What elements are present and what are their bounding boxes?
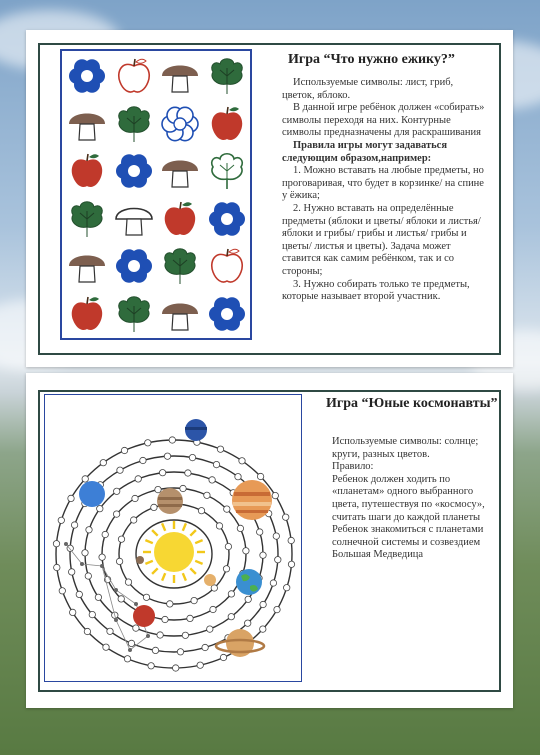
uranus-icon: [157, 488, 183, 514]
symbols-line: Используемые символы: лист, гриб, цветок, яблоко.: [282, 77, 454, 101]
rule-1: 1. Можно вставать на любые предметы, но проговаривая, что будет в корзинке/ на спине у ёжика;: [282, 165, 484, 202]
flower-icon[interactable]: [205, 197, 249, 241]
sun-icon: [143, 521, 205, 583]
game-description: [332, 436, 500, 562]
leaf-icon[interactable]: [158, 244, 202, 288]
apple-outline-icon[interactable]: [112, 54, 156, 98]
hedgehog-game-card: [26, 30, 513, 367]
game-description: [282, 77, 488, 304]
flower-icon[interactable]: [65, 54, 109, 98]
apple-outline-icon[interactable]: [205, 244, 249, 288]
mars-icon: [133, 605, 155, 627]
flower-outline-icon[interactable]: [158, 102, 202, 146]
mushroom-outline-icon[interactable]: [112, 197, 156, 241]
intro-paragraph: В данной игре ребёнок должен «собирать» символы переходя на них. Контурные символы предназначены для раскрашивания: [282, 102, 485, 139]
apple-icon[interactable]: [205, 102, 249, 146]
rules-label: Правило:: [332, 461, 374, 473]
apple-icon[interactable]: [65, 292, 109, 336]
flower-icon[interactable]: [205, 292, 249, 336]
symbol-grid: [60, 49, 252, 340]
mushroom-icon[interactable]: [158, 292, 202, 336]
solar-system-board: [44, 394, 302, 682]
cosmonauts-game-card: [26, 373, 513, 708]
mushroom-icon[interactable]: [65, 244, 109, 288]
mercury-icon: [136, 556, 144, 564]
leaf-icon[interactable]: [65, 197, 109, 241]
rules-heading: Правила игры могут задаваться следующим образом,например:: [282, 139, 448, 164]
page-title: Игра “Юные космонавты”: [326, 396, 498, 411]
flower-icon[interactable]: [112, 244, 156, 288]
page-title: Игра “Что нужно ежику?”: [288, 52, 455, 67]
flower-icon[interactable]: [112, 149, 156, 193]
apple-icon[interactable]: [158, 197, 202, 241]
rule-3: 3. Нужно собирать только те предметы, которые называет второй участник.: [282, 278, 470, 303]
jupiter-icon: [232, 480, 272, 520]
neptune-icon: [79, 481, 105, 507]
leaf-icon[interactable]: [112, 102, 156, 146]
mushroom-icon[interactable]: [65, 102, 109, 146]
leaf-outline-icon[interactable]: [205, 149, 249, 193]
symbols-line: Используемые символы: солнце; круги, разных цветов.: [332, 436, 479, 460]
pluto-icon: [185, 419, 207, 441]
mushroom-icon[interactable]: [158, 54, 202, 98]
apple-icon[interactable]: [65, 149, 109, 193]
leaf-icon[interactable]: [112, 292, 156, 336]
leaf-icon[interactable]: [205, 54, 249, 98]
rules-text: Ребенок должен ходить по «планетам» одного выбранного цвета, путешествуя по «космосу», считать шаги до каждой планеты Ребенок знакомиться с планетами солнечной системы и созвездием Большая Медведица: [332, 473, 485, 561]
venus-icon: [204, 574, 216, 586]
mushroom-icon[interactable]: [158, 149, 202, 193]
earth-icon: [236, 569, 262, 595]
saturn-icon: [216, 629, 264, 657]
rule-2: 2. Нужно вставать на определённые предметы (яблоки и цветы/ яблоки и листья/ яблоки и грибы/ грибы и листья/ грибы и цветы/ листья и цветы). Задача может ставится как самим ребёнком, так и со стороны;: [282, 202, 481, 277]
